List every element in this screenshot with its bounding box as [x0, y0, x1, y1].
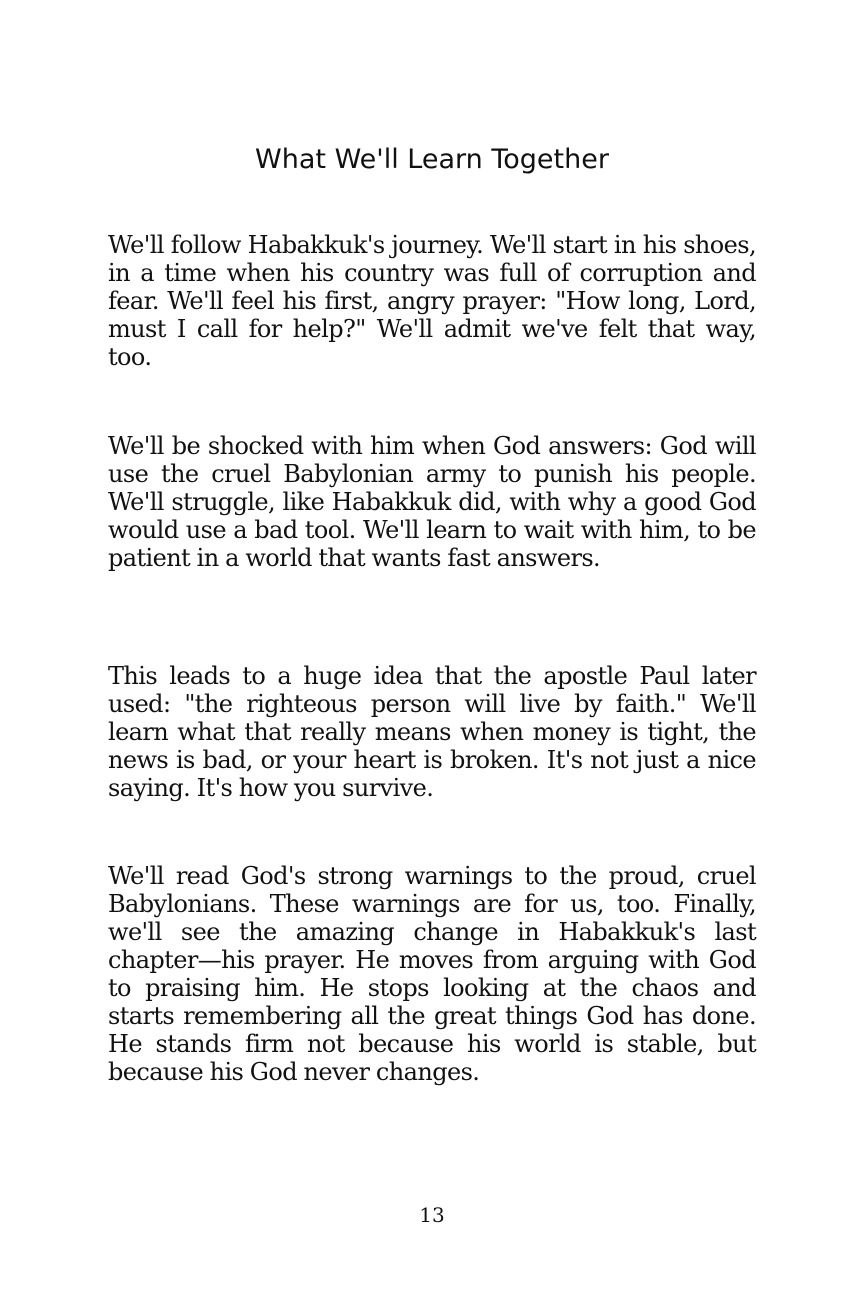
chapter-title: What We'll Learn Together — [255, 144, 609, 175]
page-number: 13 — [419, 1203, 445, 1227]
paragraph-god-answers: We'll be shocked with him when God answers: God will use the cruel Babylonian army to punish his people. We'll struggle, like Habakkuk did, with why a good God would use a bad tool. We'll learn to wait with him, to be patient in a world that wants fast answers. — [108, 432, 756, 572]
paragraph-warnings-and-prayer: We'll read God's strong warnings to the proud, cruel Babylonians. These warnings are for us, too. Finally, we'll see the amazing change in Habakkuk's last chapter—his prayer. He moves from arguing with God to praising him. He stops looking at the chaos and starts remembering all the great things God has done. He stands firm not because his world is stable, but because his God never changes. — [108, 862, 756, 1086]
paragraph-journey: We'll follow Habakkuk's journey. We'll start in his shoes, in a time when his country was full of corruption and fear. We'll feel his first, angry prayer: "How long, Lord, must I call for help?" We'll admit we've felt that way, too. — [108, 231, 756, 371]
paragraph-live-by-faith: This leads to a huge idea that the apostle Paul later used: "the righteous person will live by faith." We'll learn what that really means when money is tight, the news is bad, or your heart is broken. It's not just a nice saying. It's how you survive. — [108, 662, 756, 802]
